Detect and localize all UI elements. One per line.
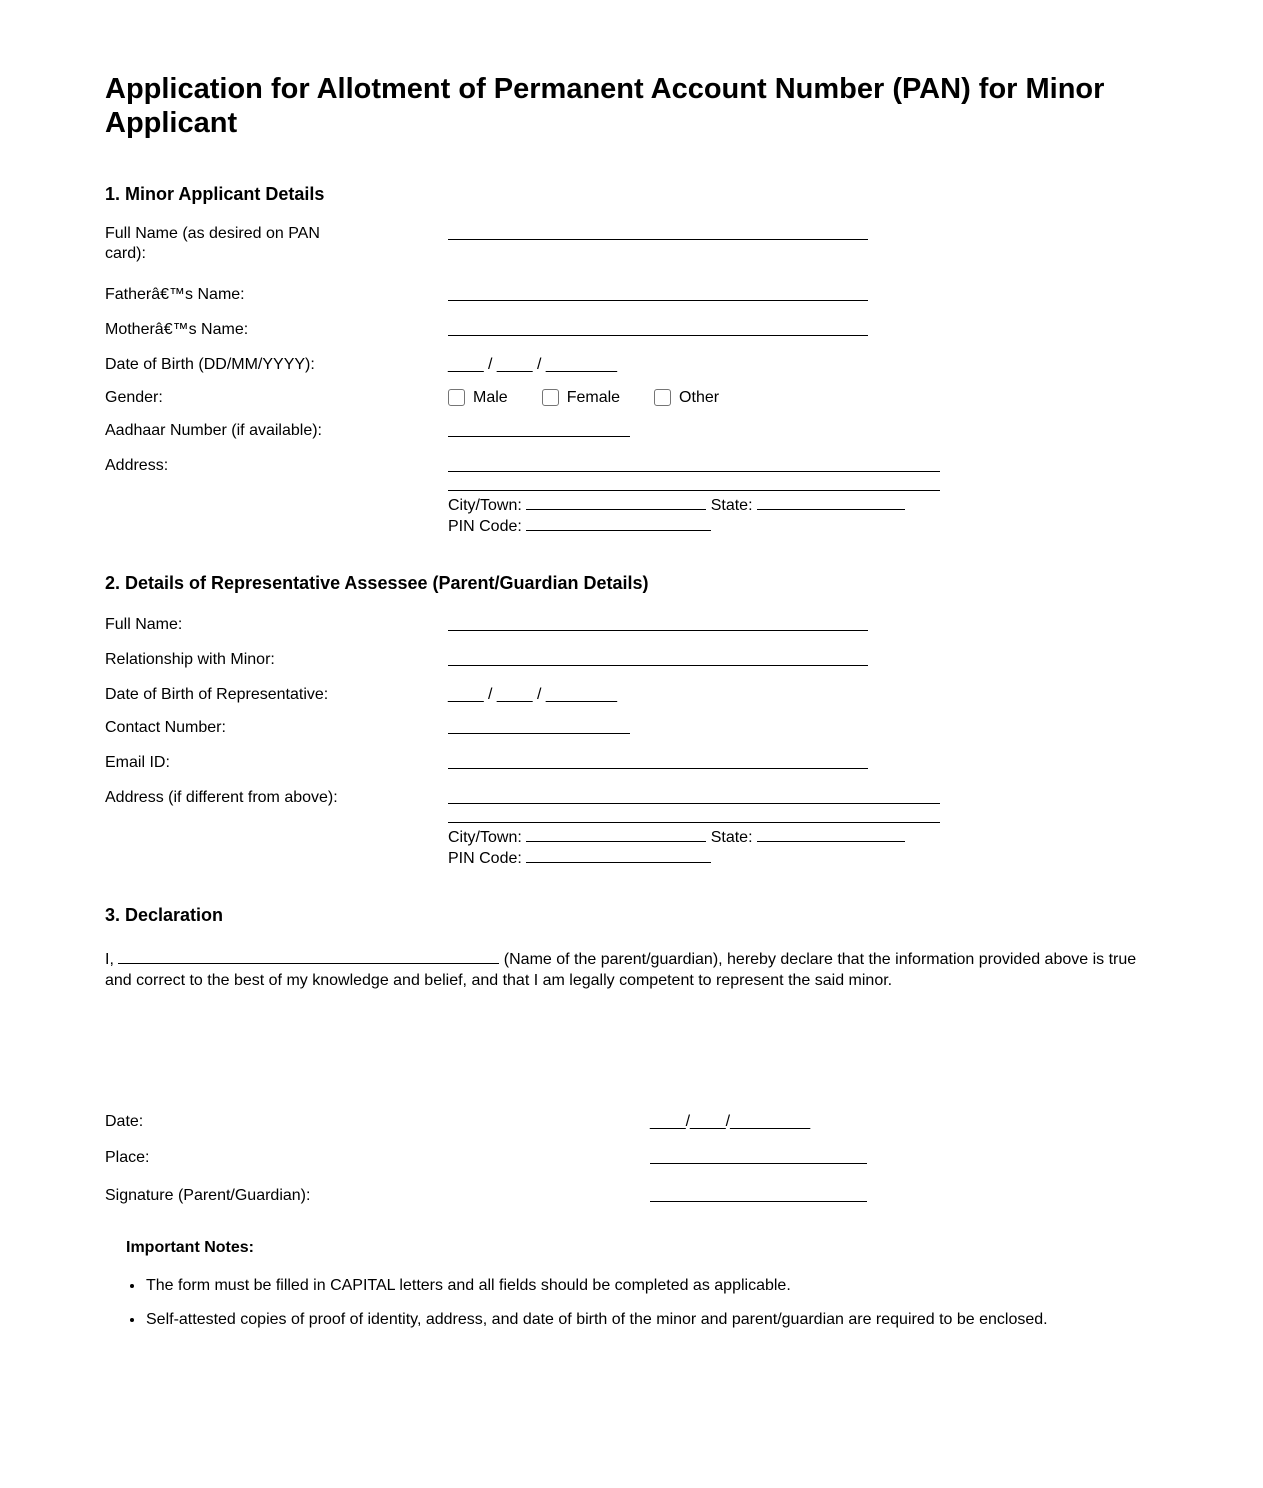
date-label: Date:	[105, 1112, 144, 1130]
declaration-paragraph	[105, 948, 1163, 992]
place-blank	[650, 1148, 867, 1164]
minor-state-blank	[757, 494, 905, 510]
minor-pin-blank	[526, 515, 711, 531]
minor-address-line2-blank	[448, 475, 940, 491]
row-father-name	[105, 285, 1163, 307]
relationship-label: Relationship with Minor:	[105, 651, 275, 669]
male-checkbox[interactable]	[448, 389, 465, 406]
row-rep-address	[105, 788, 1163, 868]
row-signature	[105, 1186, 1163, 1208]
row-full-name	[105, 224, 1163, 264]
minor-address-line1-blank	[448, 456, 940, 472]
father-name-blank	[448, 285, 868, 301]
minor-state-label: State:	[710, 496, 753, 514]
note-item-self-attested: • Self-attested copies of proof of identity, address, and date of birth of the minor and parent/guardian are required to be enclosed.	[145, 1310, 1163, 1330]
signature-blank	[650, 1186, 867, 1202]
section-declaration	[105, 904, 1163, 991]
row-mother-name	[105, 320, 1163, 342]
section-minor-details	[105, 183, 1163, 536]
other-checkbox[interactable]	[654, 389, 671, 406]
row-rep-dob	[105, 685, 1163, 705]
male-label: Male	[473, 388, 508, 406]
row-place	[105, 1148, 1163, 1170]
female-checkbox[interactable]	[542, 389, 559, 406]
page-title: Application for Allotment of Permanent Account Number (PAN) for Minor Applicant	[105, 73, 1105, 140]
rep-dob-label: Date of Birth of Representative:	[105, 686, 329, 704]
rep-city-label: City/Town:	[448, 829, 522, 847]
minor-city-blank	[526, 494, 706, 510]
gender-options	[448, 388, 1163, 408]
minor-address-block	[448, 456, 1163, 536]
rep-pin-label: PIN Code:	[448, 850, 522, 868]
gender-option-other[interactable]	[654, 388, 719, 408]
rep-pin-blank	[526, 847, 711, 863]
rep-state-label: State:	[710, 829, 753, 847]
section-3-heading: 3. Declaration	[105, 905, 224, 926]
contact-number-blank	[448, 718, 630, 734]
email-blank	[448, 753, 868, 769]
rep-address-block	[448, 788, 1163, 868]
aadhaar-blank	[448, 421, 630, 437]
place-label: Place:	[105, 1148, 150, 1166]
row-minor-address	[105, 456, 1163, 536]
notes-list	[126, 1276, 1163, 1330]
minor-address-label: Address:	[105, 456, 169, 474]
row-contact-number	[105, 718, 1163, 740]
aadhaar-label: Aadhaar Number (if available):	[105, 421, 322, 439]
email-label: Email ID:	[105, 754, 170, 772]
gender-label: Gender:	[105, 388, 163, 406]
rep-dob-blank: ____ / ____ / ________	[448, 686, 618, 704]
full-name-label: Full Name (as desired on PAN card):	[105, 224, 320, 262]
relationship-blank	[448, 650, 868, 666]
notes-heading: Important Notes:	[126, 1238, 254, 1256]
minor-dob-blank: ____ / ____ / ________	[448, 355, 618, 373]
declaration-intro: I,	[105, 950, 114, 968]
declarant-name-blank	[118, 948, 499, 964]
important-notes	[126, 1238, 1163, 1330]
row-gender	[105, 388, 1163, 408]
minor-city-label: City/Town:	[448, 496, 522, 514]
rep-address-line2-blank	[448, 807, 940, 823]
other-label: Other	[679, 388, 720, 406]
section-representative-details	[105, 572, 1163, 869]
rep-address-line1-blank	[448, 788, 940, 804]
row-date	[105, 1112, 1163, 1132]
section-1-heading: 1. Minor Applicant Details	[105, 184, 325, 205]
declaration-body: (Name of the parent/guardian), hereby declare that the information provided above is true and correct to the best of my knowledge and belief, and that I am legally competent to represent the said minor.	[105, 950, 1137, 989]
female-label: Female	[566, 388, 621, 406]
minor-dob-label: Date of Birth (DD/MM/YYYY):	[105, 355, 315, 373]
gender-option-female[interactable]	[542, 388, 620, 408]
signoff-block	[105, 1112, 1163, 1208]
full-name-blank	[448, 224, 868, 240]
row-relationship	[105, 650, 1163, 672]
date-blank: ____/____/_________	[650, 1112, 811, 1130]
gender-option-male[interactable]	[448, 388, 508, 408]
father-name-label: Fatherâ€™s Name:	[105, 285, 245, 303]
note-item-capital-letters: • The form must be filled in CAPITAL letters and all fields should be completed as applicable.	[145, 1276, 1163, 1296]
contact-number-label: Contact Number:	[105, 719, 226, 737]
rep-full-name-label: Full Name:	[105, 616, 183, 634]
rep-city-blank	[526, 826, 706, 842]
row-aadhaar	[105, 421, 1163, 443]
rep-full-name-blank	[448, 615, 868, 631]
rep-state-blank	[757, 826, 905, 842]
row-rep-full-name	[105, 615, 1163, 637]
mother-name-blank	[448, 320, 868, 336]
minor-pin-label: PIN Code:	[448, 517, 522, 535]
rep-address-label: Address (if different from above):	[105, 789, 338, 807]
signature-label: Signature (Parent/Guardian):	[105, 1186, 311, 1204]
mother-name-label: Motherâ€™s Name:	[105, 320, 249, 338]
section-2-heading: 2. Details of Representative Assessee (Parent/Guardian Details)	[105, 572, 649, 593]
row-email	[105, 753, 1163, 775]
row-minor-dob	[105, 355, 1163, 375]
